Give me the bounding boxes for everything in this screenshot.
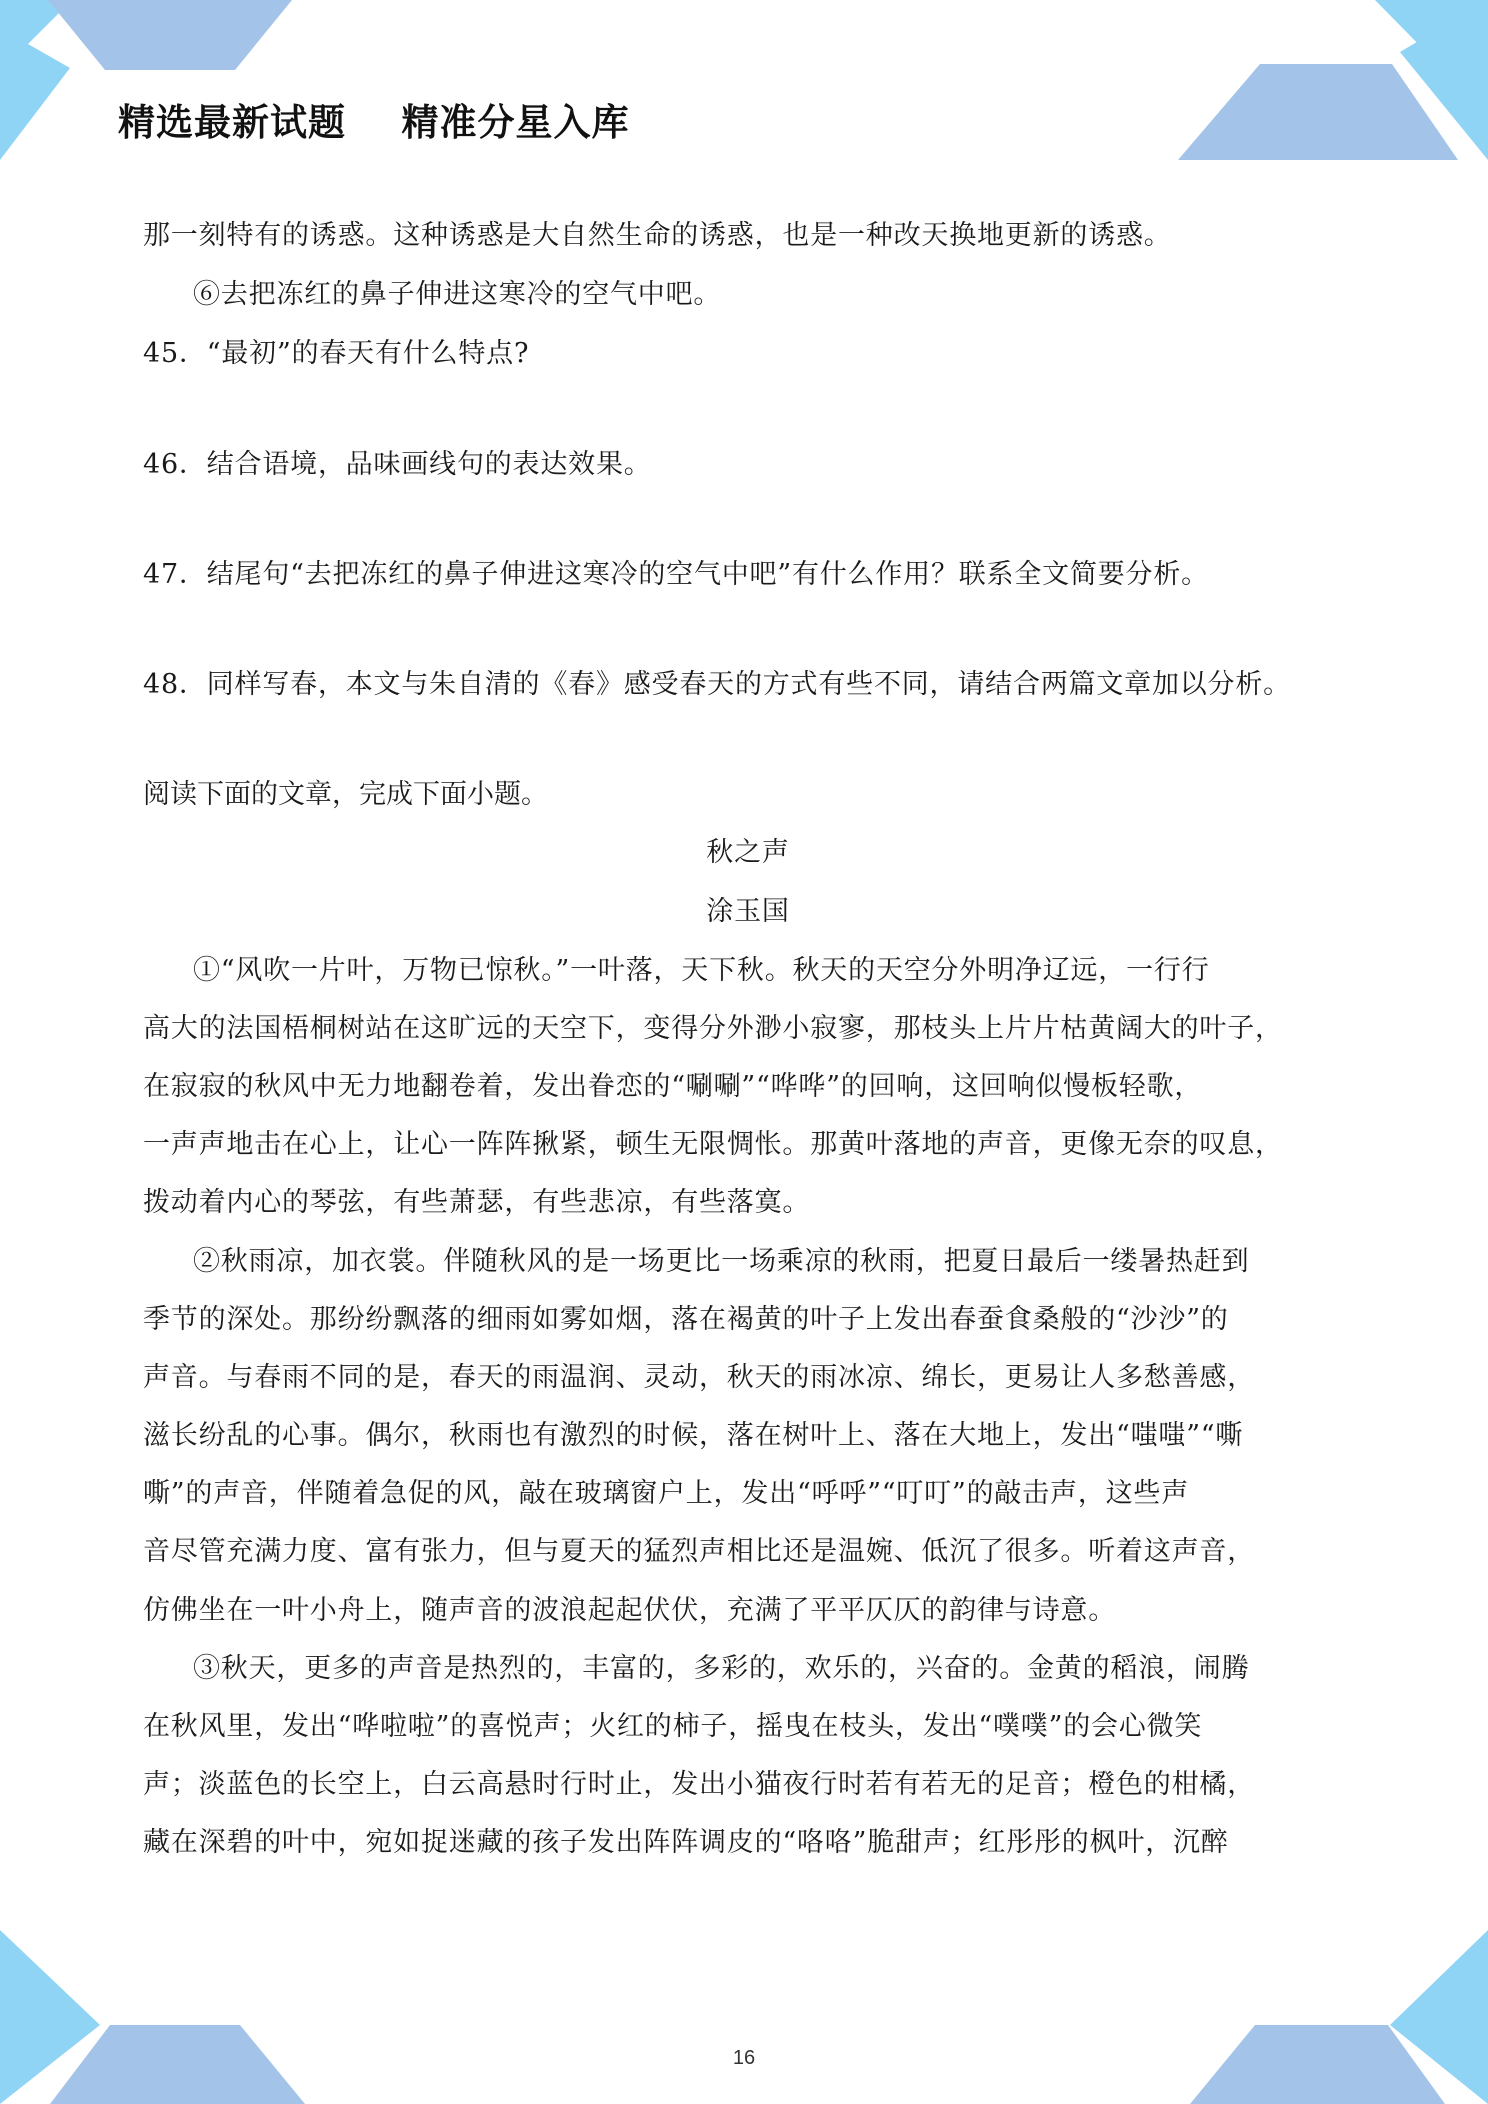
passage-line: 在秋风里，发出“哗啦啦”的喜悦声；火红的柿子，摇曳在枝头，发出“噗噗”的会心微笑 — [143, 1711, 1203, 1742]
passage-line: 在寂寂的秋风中无力地翻卷着，发出眷恋的“唰唰”“哗哗”的回响，这回响似慢板轻歌， — [143, 1071, 1203, 1102]
top-left-blue-trapezoid — [48, 0, 292, 70]
passage-line: ③秋天，更多的声音是热烈的，丰富的，多彩的，欢乐的，兴奋的。金黄的稻浪，闹腾 — [193, 1653, 1250, 1684]
article-title: 秋之声 — [706, 837, 790, 868]
corner-decoration-top-right — [1160, 0, 1488, 165]
section-instruction: 阅读下面的文章，完成下面小题。 — [143, 779, 548, 810]
passage-line: 高大的法国梧桐树站在这旷远的天空下，变得分外渺小寂寥，那枝头上片片枯黄阔大的叶子， — [143, 1013, 1283, 1044]
passage-line: 一声声地击在心上，让心一阵阵揪紧，顿生无限惆怅。那黄叶落地的声音，更像无奈的叹息， — [143, 1129, 1283, 1160]
passage-line: 声；淡蓝色的长空上，白云高悬时行时止，发出小猫夜行时若有若无的足音；橙色的柑橘， — [143, 1769, 1255, 1800]
top-left-light-wedge — [0, 28, 70, 160]
continuation-line: 那一刻特有的诱惑。这种诱惑是大自然生命的诱惑，也是一种改天换地更新的诱惑。 — [143, 220, 1172, 251]
question-48: 48．同样写春，本文与朱自清的《春》感受春天的方式有些不同，请结合两篇文章加以分析。 — [143, 669, 1291, 700]
top-right-blue-trapezoid — [1178, 64, 1458, 160]
passage-line: 季节的深处。那纷纷飘落的细雨如雾如烟，落在褐黄的叶子上发出春蚕食桑般的“沙沙”的 — [143, 1304, 1229, 1335]
continuation-line: ⑥去把冻红的鼻子伸进这寒冷的空气中吧。 — [193, 279, 722, 310]
question-45: 45．“最初”的春天有什么特点? — [143, 338, 530, 369]
passage-line: ①“风吹一片叶，万物已惊秋。”一叶落，天下秋。秋天的天空分外明净辽远，一行行 — [193, 955, 1210, 986]
corner-decoration-bottom-right — [1160, 1930, 1488, 2104]
header-title: 精选最新试题 精准分星入库 — [118, 101, 630, 144]
question-46: 46．结合语境，品味画线句的表达效果。 — [143, 449, 652, 480]
passage-line: 仿佛坐在一叶小舟上，随声音的波浪起起伏伏，充满了平平仄仄的韵律与诗意。 — [143, 1595, 1116, 1626]
question-47: 47．结尾句“去把冻红的鼻子伸进这寒冷的空气中吧”有什么作用？联系全文简要分析。 — [143, 559, 1209, 590]
passage-line: 滋长纷乱的心事。偶尔，秋雨也有激烈的时候，落在树叶上、落在大地上，发出“嗤嗤”“嘶 — [143, 1420, 1244, 1451]
passage-line: 声音。与春雨不同的是，春天的雨温润、灵动，秋天的雨冰凉、绵长，更易让人多愁善感， — [143, 1362, 1255, 1393]
article-author: 涂玉国 — [706, 896, 790, 927]
corner-decoration-bottom-left — [0, 1930, 320, 2104]
passage-line: 嘶”的声音，伴随着急促的风，敲在玻璃窗户上，发出“呼呼”“叮叮”的敲击声，这些声 — [143, 1478, 1190, 1509]
page-number: 16 — [732, 2047, 756, 2069]
passage-line: 藏在深碧的叶中，宛如捉迷藏的孩子发出阵阵调皮的“咯咯”脆甜声；红彤彤的枫叶，沉醉 — [143, 1827, 1229, 1858]
passage-line: 拨动着内心的琴弦，有些萧瑟，有些悲凉，有些落寞。 — [143, 1187, 811, 1218]
passage-line: 音尽管充满力度、富有张力，但与夏天的猛烈声相比还是温婉、低沉了很多。听着这声音， — [143, 1536, 1255, 1567]
passage-line: ②秋雨凉，加衣裳。伴随秋风的是一场更比一场乘凉的秋雨，把夏日最后一缕暑热赶到 — [193, 1246, 1250, 1277]
